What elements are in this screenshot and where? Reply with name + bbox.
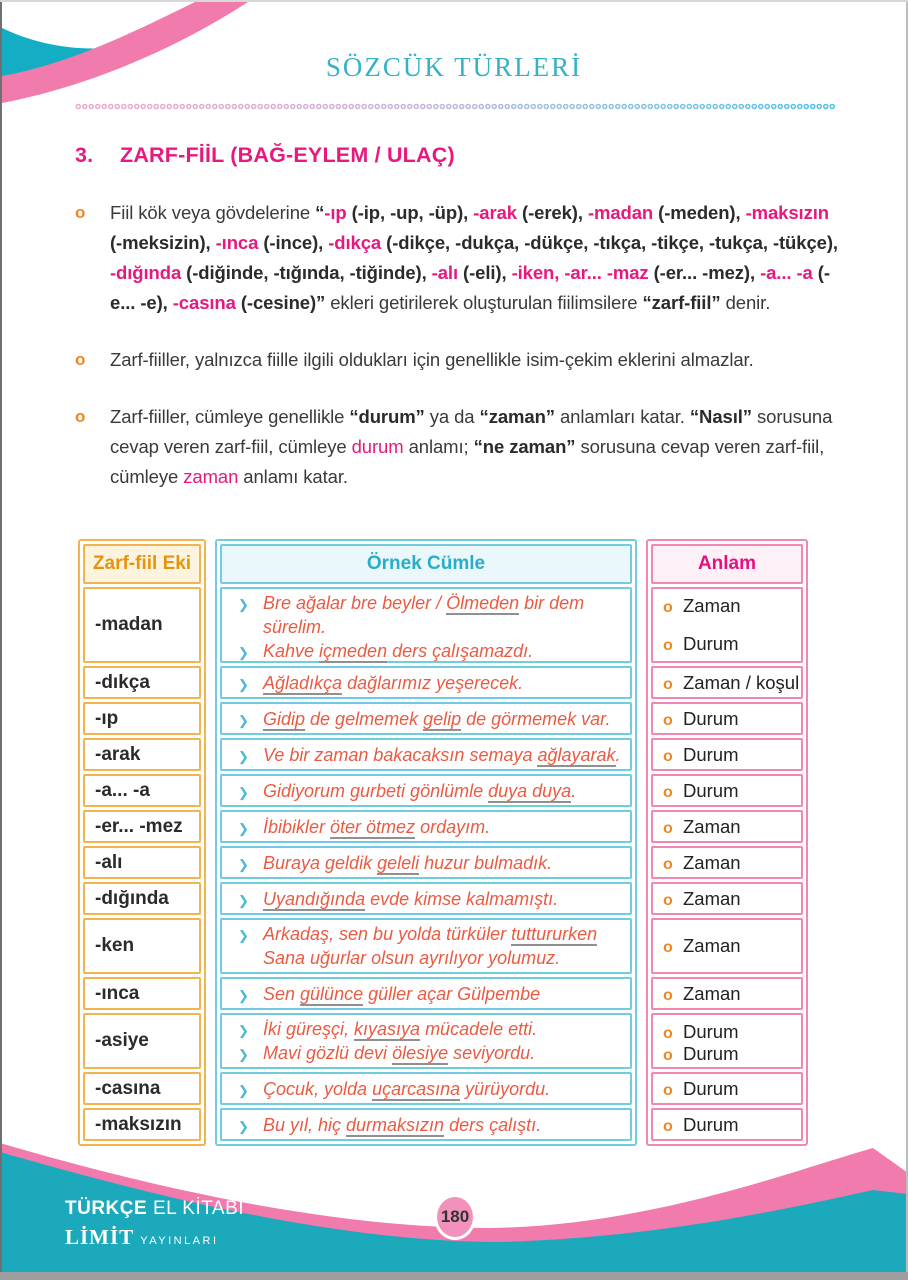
text-segment: de gelmemek	[305, 708, 424, 729]
text-segment: “	[315, 202, 325, 223]
text-segment: ordayım.	[415, 816, 491, 837]
grammar-table	[78, 539, 908, 1146]
section-title: ZARF-FİİL (BAĞ-EYLEM / ULAÇ)	[120, 143, 455, 167]
section-number: 3.	[75, 143, 94, 167]
meaning-item	[663, 852, 801, 874]
meaning-text: Zaman / koşul	[683, 671, 800, 693]
suffix-cell	[83, 587, 201, 663]
brand-line-1	[65, 1198, 244, 1220]
text-segment: huzur bulmadık.	[419, 852, 553, 873]
example-line	[228, 1077, 624, 1101]
suffix-label: -maksızın	[95, 1113, 182, 1135]
example-line	[228, 639, 624, 663]
chevron-icon: ❯	[238, 1047, 249, 1062]
example-text	[263, 743, 621, 767]
bullet-marker-icon: o	[75, 350, 86, 369]
meaning-bullet-icon: o	[663, 711, 673, 729]
example-cell	[220, 666, 632, 699]
meaning-item	[663, 633, 801, 655]
example-text	[263, 639, 533, 663]
text-segment: seviyordu.	[448, 1043, 536, 1063]
example-column	[215, 539, 637, 1146]
text-segment: öter ötmez	[330, 816, 416, 837]
meaning-bullet-icon: o	[663, 986, 673, 1004]
text-segment: Sen	[263, 983, 301, 1004]
example-text	[263, 707, 611, 731]
suffix-cell	[83, 1013, 201, 1069]
example-line	[228, 707, 624, 731]
text-segment: İbibikler	[263, 816, 331, 837]
suffix-cell	[83, 1072, 201, 1105]
bullet-item	[75, 345, 845, 375]
text-segment: Bu yıl, hiç	[263, 1114, 347, 1135]
example-text	[263, 815, 490, 839]
suffix-label: -ınca	[95, 982, 140, 1004]
meaning-item	[663, 1078, 801, 1100]
chevron-icon: ❯	[238, 856, 249, 872]
meaning-text: Zaman	[683, 595, 741, 616]
meaning-bullet-icon: o	[663, 637, 673, 654]
text-segment: anlamları katar.	[554, 406, 690, 427]
meaning-text: Durum	[683, 633, 739, 654]
example-line	[228, 982, 624, 1006]
example-line	[228, 946, 624, 970]
meaning-bullet-icon: o	[663, 675, 673, 693]
text-segment: Ölmeden	[446, 593, 520, 613]
text-segment: Çocuk, yolda	[263, 1078, 373, 1099]
text-segment: sorusuna cevap veren zarf-fiil, cümleye	[110, 436, 825, 487]
suffix-cell	[83, 666, 201, 699]
meaning-bullet-icon: o	[663, 599, 673, 616]
text-segment: (-meden),	[653, 202, 746, 223]
text-segment: Fiil kök veya gövdelerine	[110, 202, 316, 223]
text-segment: -ınca	[215, 232, 259, 253]
brand-block	[65, 1198, 244, 1250]
page-header-title: SÖZCÜK TÜRLERİ	[325, 52, 583, 82]
bullet-item	[75, 198, 845, 318]
section-heading	[75, 143, 908, 168]
meaning-item	[663, 744, 801, 766]
meaning-cell	[651, 587, 803, 663]
text-segment: -dıkça	[328, 232, 382, 253]
text-segment: İki güreşçi,	[263, 1019, 355, 1039]
chevron-icon: ❯	[238, 928, 249, 943]
chevron-icon: ❯	[238, 676, 249, 692]
chevron-icon: ❯	[238, 1118, 249, 1134]
chevron-icon: ❯	[238, 892, 249, 908]
chevron-icon: ❯	[238, 820, 249, 836]
text-segment: “durum”	[349, 406, 425, 427]
text-segment: ders çalıştı.	[444, 1114, 542, 1135]
meaning-bullet-icon: o	[663, 1047, 673, 1064]
meaning-item	[663, 708, 801, 730]
example-line	[228, 815, 624, 839]
chevron-icon: ❯	[238, 748, 249, 764]
example-line	[228, 1041, 624, 1065]
text-segment: Bre ağalar bre beyler /	[263, 593, 447, 613]
meaning-bullet-icon: o	[663, 1081, 673, 1099]
meaning-item	[663, 888, 801, 910]
chevron-icon: ❯	[238, 712, 249, 728]
text-segment: de görmemek var.	[461, 708, 611, 729]
text-segment: gülünce	[300, 983, 364, 1004]
text-segment: Gidiyorum gurbeti gönlümle	[263, 780, 489, 801]
text-segment: “zaman”	[479, 406, 555, 427]
header-swoosh-decoration	[2, 2, 252, 114]
meaning-text: Zaman	[683, 887, 741, 909]
example-line	[228, 591, 624, 639]
meaning-bullet-icon: o	[663, 855, 673, 873]
suffix-label: -arak	[95, 743, 141, 765]
text-segment: (-diğinde, -tığında, -tiğinde),	[181, 262, 432, 283]
bullet-item	[75, 402, 845, 492]
example-column-header: Örnek Cümle	[220, 544, 632, 584]
example-cell	[220, 702, 632, 735]
meaning-text: Durum	[683, 743, 739, 765]
example-cell	[220, 774, 632, 807]
suffix-cell	[83, 738, 201, 771]
example-cell	[220, 977, 632, 1010]
meaning-column	[646, 539, 808, 1146]
text-segment: Ve bir zaman bakacaksın semaya	[263, 744, 538, 765]
meaning-text: Durum	[683, 707, 739, 729]
example-cell	[220, 587, 632, 663]
bullet-marker-icon: o	[75, 407, 86, 426]
example-text	[263, 887, 558, 911]
example-cell	[220, 1013, 632, 1069]
text-segment: güller açar Gülpembe	[363, 983, 541, 1004]
text-segment: -ıp	[324, 202, 347, 223]
meaning-text: Zaman	[683, 851, 741, 873]
text-segment: ekleri getirilerek oluşturulan fiilimsilere	[325, 292, 643, 313]
text-segment: (-erek),	[516, 202, 588, 223]
text-segment: (-cesine)”	[235, 292, 326, 313]
suffix-cell	[83, 702, 201, 735]
bullet-text	[110, 402, 845, 492]
bullet-marker-icon: o	[75, 203, 86, 222]
text-segment: “zarf-fiil”	[642, 292, 721, 313]
page-number: 180	[440, 1207, 470, 1226]
text-segment: -a... -a	[760, 262, 813, 283]
text-segment: sorusuna cevap veren zarf-fiil, cümleye	[110, 406, 833, 457]
example-text	[263, 1041, 535, 1065]
brand-line-2	[65, 1225, 244, 1250]
meaning-bullet-icon: o	[663, 939, 673, 956]
page-edge-bottom	[0, 1272, 908, 1280]
suffix-cell	[83, 810, 201, 843]
text-segment: geleli	[377, 852, 420, 873]
text-segment: -dığında	[110, 262, 182, 283]
chevron-icon: ❯	[238, 645, 249, 660]
text-segment: duya duya	[488, 780, 572, 801]
meaning-bullet-icon: o	[663, 1025, 673, 1042]
chevron-icon: ❯	[238, 597, 249, 612]
suffix-label: -alı	[95, 851, 123, 873]
brand-name-bold: TÜRKÇE	[65, 1198, 148, 1219]
suffix-label: -dığında	[95, 887, 169, 909]
text-segment: dağlarımız yeşerecek.	[342, 672, 524, 693]
text-segment: anlamı katar.	[238, 466, 348, 487]
example-text	[263, 922, 597, 946]
text-segment: durmaksızın	[346, 1114, 445, 1135]
publisher-name: LİMİT	[65, 1225, 135, 1249]
meaning-text: Durum	[683, 1043, 739, 1064]
meaning-item	[663, 1043, 801, 1065]
meaning-cell	[651, 1013, 803, 1069]
text-segment: Zarf-fiiller, cümleye genellikle	[110, 406, 350, 427]
text-segment: Buraya geldik	[263, 852, 378, 873]
meaning-text: Durum	[683, 779, 739, 801]
meaning-cell	[651, 738, 803, 771]
bullet-text	[110, 345, 845, 375]
meaning-bullet-icon: o	[663, 819, 673, 837]
text-segment: kıyasıya	[354, 1019, 421, 1039]
text-segment: (-ip, -up, -üp),	[346, 202, 474, 223]
text-segment: denir.	[720, 292, 771, 313]
meaning-cell	[651, 977, 803, 1010]
suffix-label: -dıkça	[95, 671, 150, 693]
text-segment: (-e... -e),	[110, 262, 830, 313]
meaning-cell	[651, 702, 803, 735]
example-text	[263, 1017, 537, 1041]
meaning-bullet-icon: o	[663, 747, 673, 765]
meaning-item	[663, 1021, 801, 1043]
text-segment: “Nasıl”	[689, 406, 752, 427]
example-text	[263, 779, 576, 803]
page-edge-left	[0, 0, 2, 1280]
suffix-label: -asiye	[95, 1030, 149, 1051]
text-segment: Ağladıkça	[263, 672, 343, 693]
suffix-column-header: Zarf-fiil Eki	[83, 544, 201, 584]
example-text	[263, 671, 523, 695]
text-segment: evde kimse kalmamıştı.	[365, 888, 559, 909]
publisher-suffix: YAYINLARI	[140, 1235, 219, 1247]
meaning-column-header: Anlam	[651, 544, 803, 584]
meaning-text: Durum	[683, 1077, 739, 1099]
meaning-bullet-icon: o	[663, 783, 673, 801]
meaning-item	[663, 672, 801, 694]
text-segment: Gidip	[263, 708, 306, 729]
suffix-label: -a... -a	[95, 779, 150, 801]
text-segment: gelip	[423, 708, 462, 729]
text-segment: ölesiye	[392, 1043, 449, 1063]
meaning-cell	[651, 666, 803, 699]
text-segment: (-ince),	[258, 232, 329, 253]
text-segment: ders çalışamazdı.	[387, 641, 534, 661]
text-segment: -iken, -ar... -maz	[511, 262, 649, 283]
suffix-cell	[83, 846, 201, 879]
text-segment: Arkadaş, sen bu yolda türküler	[263, 924, 512, 944]
brand-name-rest: EL KİTABI	[152, 1198, 245, 1219]
example-line	[228, 887, 624, 911]
example-cell	[220, 738, 632, 771]
example-text	[263, 982, 540, 1006]
meaning-bullet-icon: o	[663, 891, 673, 909]
suffix-column	[78, 539, 206, 1146]
suffix-cell	[83, 918, 201, 974]
example-line	[228, 671, 624, 695]
chevron-icon: ❯	[238, 1023, 249, 1038]
example-cell	[220, 918, 632, 974]
text-segment: Uyandığında	[263, 888, 366, 909]
text-segment: ağlayarak	[537, 744, 616, 765]
page-edge-top	[0, 0, 908, 2]
example-cell	[220, 846, 632, 879]
footer	[0, 1132, 908, 1272]
text-segment: (-er... -mez),	[648, 262, 761, 283]
suffix-label: -ıp	[95, 707, 119, 729]
suffix-cell	[83, 977, 201, 1010]
suffix-cell	[83, 882, 201, 915]
example-text	[263, 1077, 550, 1101]
meaning-text: Durum	[683, 1021, 739, 1042]
text-segment: “ne zaman”	[473, 436, 576, 457]
bullet-text	[110, 198, 845, 318]
meaning-cell	[651, 882, 803, 915]
example-cell	[220, 1072, 632, 1105]
example-text	[263, 591, 624, 639]
meaning-item	[663, 935, 801, 957]
chevron-icon: ❯	[238, 1082, 249, 1098]
suffix-cell	[83, 774, 201, 807]
text-segment: (-eli),	[458, 262, 512, 283]
suffix-label: -er... -mez	[95, 815, 183, 837]
text-segment: Zarf-fiiller, yalnızca fiille ilgili oldukları için genellikle isim-çekim eklerini almazlar.	[110, 349, 754, 370]
example-line	[228, 779, 624, 803]
text-segment: (-dikçe, -dukça, -dükçe, -tıkça, -tikçe, -tukça, -tükçe),	[381, 232, 838, 253]
text-segment: -maksızın	[745, 202, 829, 223]
text-segment: zaman	[183, 466, 239, 487]
example-line	[228, 1017, 624, 1041]
meaning-bullet-icon: o	[663, 1117, 673, 1135]
meaning-cell	[651, 810, 803, 843]
example-line	[228, 743, 624, 767]
suffix-label: -ken	[95, 935, 135, 956]
text-segment: bir dem sürelim.	[263, 593, 585, 637]
dotted-divider	[75, 103, 835, 110]
text-segment: tuttururken	[511, 924, 598, 944]
meaning-item	[663, 780, 801, 802]
text-segment: Mavi gözlü devi	[263, 1043, 393, 1063]
text-segment: -alı	[431, 262, 458, 283]
text-segment: .	[571, 780, 577, 801]
suffix-label: -madan	[95, 614, 163, 635]
meaning-cell	[651, 1072, 803, 1105]
text-segment: Sana uğurlar olsun ayrılıyor yolumuz.	[263, 948, 561, 968]
text-segment: ya da	[424, 406, 480, 427]
example-text	[263, 946, 560, 970]
text-segment: -madan	[587, 202, 654, 223]
meaning-item	[663, 595, 801, 617]
text-segment: (-meksizin),	[110, 232, 216, 253]
text-segment: yürüyordu.	[460, 1078, 551, 1099]
text-segment: anlamı;	[403, 436, 474, 457]
example-text	[263, 851, 552, 875]
text-segment: .	[615, 744, 621, 765]
bullet-list	[0, 198, 908, 492]
text-segment: içmeden	[319, 641, 388, 661]
meaning-item	[663, 983, 801, 1005]
meaning-text: Zaman	[683, 935, 741, 956]
example-cell	[220, 810, 632, 843]
meaning-cell	[651, 918, 803, 974]
text-segment: -arak	[473, 202, 517, 223]
example-line	[228, 922, 624, 946]
text-segment: mücadele etti.	[420, 1019, 538, 1039]
text-segment: Kahve	[263, 641, 320, 661]
chevron-icon: ❯	[238, 784, 249, 800]
text-segment: uçarcasına	[372, 1078, 461, 1099]
text-segment: durum	[351, 436, 404, 457]
meaning-cell	[651, 846, 803, 879]
page-number-badge	[434, 1194, 476, 1240]
meaning-text: Durum	[683, 1113, 739, 1135]
suffix-label: -casına	[95, 1077, 161, 1099]
meaning-cell	[651, 774, 803, 807]
meaning-text: Zaman	[683, 815, 741, 837]
example-line	[228, 851, 624, 875]
meaning-item	[663, 816, 801, 838]
chevron-icon: ❯	[238, 987, 249, 1003]
meaning-text: Zaman	[683, 982, 741, 1004]
text-segment: -casına	[172, 292, 236, 313]
example-cell	[220, 882, 632, 915]
